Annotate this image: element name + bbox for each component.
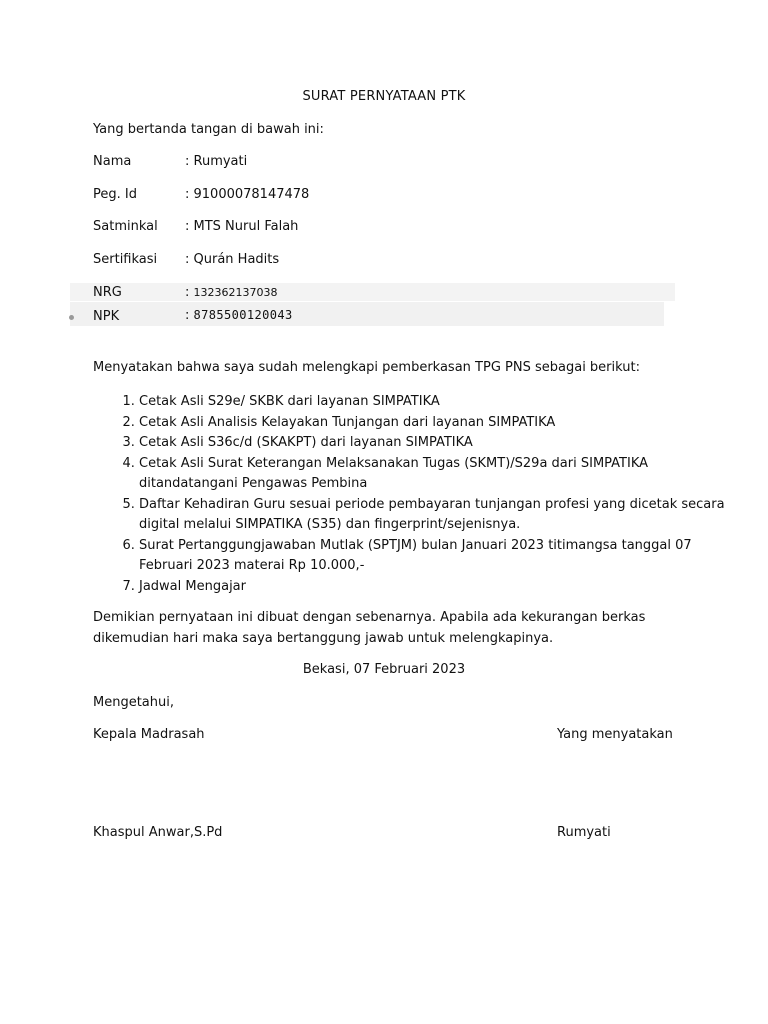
field-value-nama: : Rumyati: [185, 154, 248, 169]
field-number-npk: 8785500120043: [193, 308, 293, 322]
field-value-peg-id: : 91000078147478: [185, 187, 310, 202]
field-label-peg-id: Peg. Id: [93, 187, 137, 202]
field-label-nrg: NRG: [93, 285, 122, 300]
closing-paragraph: Demikian pernyataan ini dibuat dengan sebenarnya. Apabila ada kekurangan berkas dikemudian hari maka saya bertanggung jawab untuk melengkapinya.: [93, 610, 646, 646]
field-label-satminkal: Satminkal: [93, 219, 158, 234]
head-name: Khaspul Anwar,S.Pd: [93, 825, 223, 840]
list-item: 2. Cetak Asli Analisis Kelayakan Tunjangan dari layanan SIMPATIKA: [139, 413, 729, 434]
list-item: 3. Cetak Asli S36c/d (SKAKPT) dari layanan SIMPATIKA: [139, 433, 729, 454]
nrg-highlight: [70, 283, 675, 301]
field-label-sertifikasi: Sertifikasi: [93, 252, 158, 267]
field-prefix-npk: :: [185, 308, 190, 323]
field-number-nrg: 132362137038: [193, 286, 278, 299]
list-item: 4. Cetak Asli Surat Keterangan Melaksanakan Tugas (SKMT)/S29a dari SIMPATIKA ditandatangani Pengawas Pembina: [139, 454, 729, 495]
field-value-satminkal: : MTS Nurul Falah: [185, 219, 299, 234]
list-item: 5. Daftar Kehadiran Guru sesuai periode pembayaran tunjangan profesi yang dicetak secara digital melalui SIMPATIKA (S35) dan fingerprint/sejenisnya.: [139, 495, 729, 536]
field-label-npk: NPK: [93, 309, 120, 324]
npk-highlight: [70, 302, 664, 326]
intro-text: Yang bertanda tangan di bawah ini:: [93, 122, 324, 137]
declarer-name: Rumyati: [557, 825, 611, 840]
field-prefix-nrg: :: [185, 285, 190, 300]
list-item: 7. Jadwal Mengajar: [139, 577, 729, 598]
document-title: SURAT PERNYATAAN PTK: [302, 89, 466, 104]
head-title: Kepala Madrasah: [93, 727, 205, 742]
margin-bullet: [69, 315, 74, 320]
requirements-list: [93, 392, 729, 597]
field-value-npk: [185, 308, 293, 323]
field-value-sertifikasi: : Qurán Hadits: [185, 252, 280, 267]
declarer-title: Yang menyatakan: [557, 727, 673, 742]
field-label-nama: Nama: [93, 154, 132, 169]
field-value-nrg: [185, 285, 278, 300]
list-item: 6. Surat Pertanggungjawaban Mutlak (SPTJM) bulan Januari 2023 titimangsa tanggal 07 Februari 2023 materai Rp 10.000,-: [139, 536, 729, 577]
place-date: Bekasi, 07 Februari 2023: [302, 662, 466, 677]
list-item: 1. Cetak Asli S29e/ SKBK dari layanan SIMPATIKA: [139, 392, 729, 413]
statement-text: Menyatakan bahwa saya sudah melengkapi pemberkasan TPG PNS sebagai berikut:: [93, 360, 640, 375]
acknowledged-label: Mengetahui,: [93, 695, 174, 710]
